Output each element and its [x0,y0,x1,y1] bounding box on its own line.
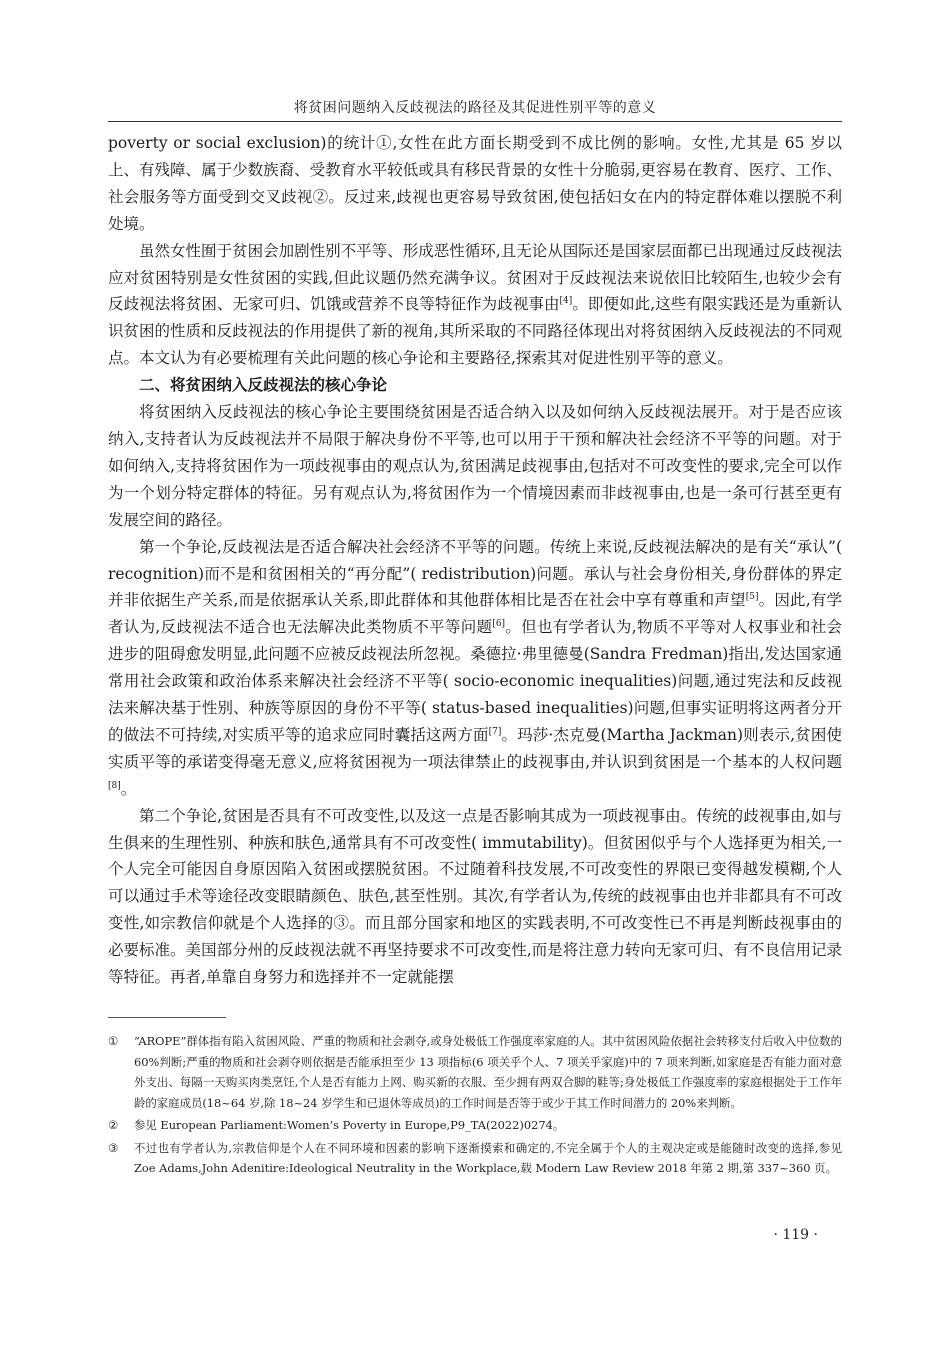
section-heading: 二、将贫困纳入反歧视法的核心争论 [139,375,388,395]
running-head: 将贫困问题纳入反歧视法的路径及其促进性别平等的意义 [293,100,657,116]
citation-4: [4] [559,296,573,307]
footnote-1 [108,1031,842,1113]
citation-7: [7] [488,726,502,737]
paragraph-4-text-a: 第一个争论,反歧视法是否适合解决社会经济不平等的问题。传统上来说,反歧视法解决的是有关“承认”( recognition)而不是和贫困相关的“再分配”( redistribution)问题。承认与社会身份相关,身份群体的界定并非依据生产关系,而是依据承认关系,即此群体和其他群体相比是否在社会中享有尊重和声望 [108,537,842,610]
paragraph-4-text-b: 。因此,有学者认为,反歧视法不适合也无法解决此类物质不平等问题 [108,591,842,637]
citation-5: [5] [745,592,759,603]
footnote-3 [108,1138,842,1179]
page-number: · 119 · [773,1227,818,1243]
paragraph-4 [108,534,842,803]
paragraph-1: poverty or social exclusion)的统计①,女性在此方面长期受到不成比例的影响。女性,尤其是 65 岁以上、有残障、属于少数族裔、受教育水平较低或具有移民背景的女性十分脆弱,更容易在教育、医疗、工作、社会服务等方面受到交叉歧视②。反过来,歧视也更容易导致贫困,使包括妇女在内的特定群体难以摆脱不利处境。 [108,134,842,233]
body-text [108,130,842,991]
paragraph-3: 将贫困纳入反歧视法的核心争论主要围绕贫困是否适合纳入以及如何纳入反歧视法展开。对于是否应该纳入,支持者认为反歧视法并不局限于解决身份不平等,也可以用于干预和解决社会经济不平等的问题。对于如何纳入,支持将贫困作为一项歧视事由的观点认为,贫困满足歧视事由,包括对不可改变性的要求,完全可以作为一个划分特定群体的特征。另有观点认为,将贫困作为一个情境因素而非歧视事由,也是一条可行甚至更有发展空间的路径。 [108,403,842,529]
footnote-mark: ① [108,1034,119,1048]
footnote-text: 不过也有学者认为,宗教信仰是个人在不同环境和因素的影响下逐渐摸索和确定的,不完全属于个人的主观决定或是能随时改变的选择,参见 Zoe Adams,John Adenitire:Ideological Neutrality in the Workplace,载 Modern Law Review 2018 年第 2 期,第 337~360 页。 [134,1140,842,1175]
footnotes [108,1031,842,1181]
citation-8: [8] [108,780,121,791]
paragraph-4-text-e: 。 [120,779,137,798]
footnote-mark: ③ [108,1140,119,1155]
paragraph-4-text-d: 。玛莎·杰克曼(Martha Jackman)则表示,贫困使实质平等的承诺变得毫无意义,应将贫困视为一项法律禁止的歧视事由,并认识到贫困是一个基本的人权问题 [108,725,842,771]
paragraph-5: 第二个争论,贫困是否具有不可改变性,以及这一点是否影响其成为一项歧视事由。传统的歧视事由,如与生俱来的生理性别、种族和肤色,通常具有不可改变性( immutability)。但贫困似乎与个人选择更为相关,一个人完全可能因自身原因陷入贫困或摆脱贫困。不过随着科技发展,不可改变性的界限已变得越发模糊,个人可以通过手术等途径改变眼睛颜色、肤色,甚至性别。其次,有学者认为,传统的歧视事由也并非都具有不可改变性,如宗教信仰就是个人选择的③。而且部分国家和地区的实践表明,不可改变性已不再是判断歧视事由的必要标准。美国部分州的反歧视法就不再坚持要求不可改变性,而是将注意力转向无家可归、有不良信用记录等特征。再者,单靠自身努力和选择并不一定就能摆 [108,806,842,987]
footnote-mark: ② [108,1118,119,1132]
header-rule [108,121,842,122]
footnote-rule [108,1017,226,1018]
footnote-text: “AROPE”群体指有陷入贫困风险、严重的物质和社会剥夺,或身处极低工作强度率家庭的人。其中贫困风险依据社会转移支付后收入中位数的 60%判断;严重的物质和社会剥夺则依据是否能承担至少 13 项指标(6 项关乎个人、7 项关乎家庭)中的 7 项来判断,如家庭是否有能力面对意外支出、每隔一天购买肉类烹饪,个人是否有能力上网、购买新的衣服、至少拥有两双合脚的鞋等;身处极低工作强度率的家庭根据处于工作年龄的家庭成员(18~64 岁,除 18~24 岁学生和已退休等成员)的工作时间是否等于或少于其工作时间潜力的 20%来判断。 [134,1034,842,1110]
footnote-text: 参见 European Parliament:Women’s Poverty in Europe,P9_TA(2022)0274。 [134,1118,565,1132]
paragraph-2 [108,238,842,373]
paragraph-2-text-b: 。即便如此,这些有限实践还是为重新认识贫困的性质和反歧视法的作用提供了新的视角,其所采取的不同路径体现出对将贫困纳入反歧视法的不同观点。本文认为有必要梳理有关此问题的核心争论和主要路径,探索其对促进性别平等的意义。 [108,295,842,368]
citation-6: [6] [492,619,506,630]
paragraph-2-text-a: 虽然女性囿于贫困会加剧性别不平等、形成恶性循环,且无论从国际还是国家层面都已出现通过反歧视法应对贫困特别是女性贫困的实践,但此议题仍然充满争议。贫困对于反歧视法来说依旧比较陌生,也较少会有反歧视法将贫困、无家可归、饥饿或营养不良等特征作为歧视事由 [108,241,842,314]
paragraph-4-text-c: 。但也有学者认为,物质不平等对人权事业和社会进步的阻碍愈发明显,此问题不应被反歧视法所忽视。桑德拉·弗里德曼(Sandra Fredman)指出,发达国家通常用社会政策和政治体系来解决社会经济不平等( socio-economic inequalities)问题,通过宪法和反歧视法来解决基于性别、种族等原因的身份不平等( status-based inequalities)问题,但事实证明将这两者分开的做法不可持续,对实质平等的追求应同时囊括这两方面 [108,618,842,744]
footnote-2 [108,1115,842,1136]
